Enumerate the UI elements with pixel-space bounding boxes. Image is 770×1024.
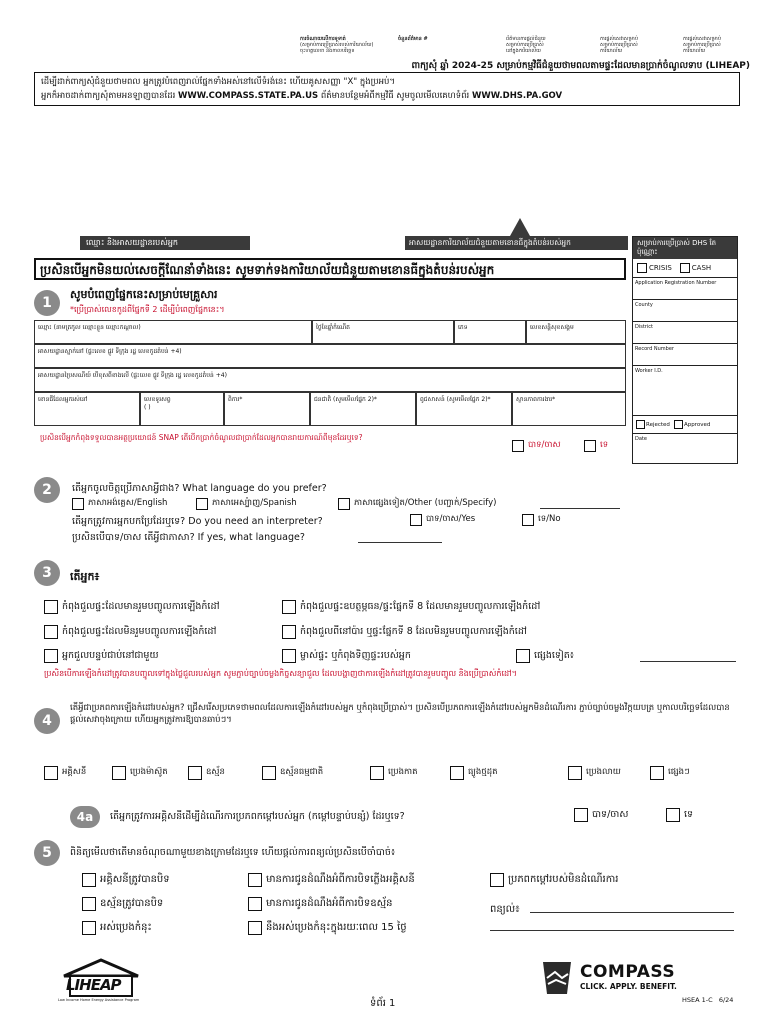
residence-address-field[interactable]: អាសយដ្ឋានស្នាក់នៅ (ផ្ទះលេខ ផ្លូវ ទីក្រុង រដ្ឋ លេខកូដតំបន់ +4) — [34, 344, 626, 368]
emergency-gas-off-label: ឧស្ម័នត្រូវបានបិទ — [100, 898, 164, 909]
housing-4-label: កំពុងជួលពីនៅប៉ារ ឬផ្ទះផ្នែកទី 8 ដែលមិនរួមបញ្ចូលការឡើងកំដៅ — [300, 626, 527, 637]
compass-tagline: CLICK. APPLY. BENEFIT. — [580, 982, 677, 991]
housing-option-5[interactable] — [44, 649, 158, 663]
program-title: ពាក្យសុំ ឆ្នាំ 2024-25 សម្រាប់កម្មវិធីជំនួយថាមពលតាមផ្ទះដែលមានប្រាក់ចំណូលទាប (LIHEAP) — [411, 61, 750, 71]
county-office-tab: អាសយដ្ឋានការិយាល័យជំនួយតាមខោនធីក្នុងតំបន់របស់អ្នក — [405, 236, 628, 250]
header-ex-2: សម្រាប់ការប្រើប្រាស់ — [683, 42, 721, 48]
fuel-coal-checkbox[interactable] — [450, 766, 464, 780]
fuel-natural-gas-checkbox[interactable] — [262, 766, 276, 780]
fuel-blended-checkbox[interactable] — [568, 766, 582, 780]
lang-spanish-label: ភាសាអេស្ប៉ាញ/Spanish — [212, 498, 297, 508]
header-block-extra — [683, 36, 758, 54]
fuel-oil-option[interactable] — [112, 766, 168, 780]
section-1-title: សូមបំពេញផ្នែកនេះសម្រាប់មេគ្រួសារ — [70, 288, 218, 301]
interpreter-yes-label: បាទ/ចាស/Yes — [426, 514, 476, 524]
page-number: ទំព័រ 1 — [370, 998, 396, 1009]
interpreter-question-km: តើអ្នកត្រូវការអ្នកបកប្រែដែរឬទេ? — [72, 516, 186, 527]
emergency-electric-notice-checkbox[interactable] — [248, 873, 262, 887]
cash-label: CASH — [691, 264, 712, 272]
explain-label: ពន្យល់៖ — [490, 904, 520, 915]
emergency-electric-notice-option[interactable] — [248, 872, 415, 887]
notice-banner: ប្រសិនបើអ្នកមិនយល់សេចក្តីណែនាំទាំងនេះ សូមទាក់ទងការិយាល័យជំនួយតាមខោនធីក្នុងតំបន់របស់អ្នក — [34, 258, 626, 280]
section-1-subtitle: *ប្រើប្រាស់លេខកូដពីផ្នែកទី 2 ដើម្បីបំពេញផ្នែកនេះ។ — [70, 305, 225, 314]
keystone-svg — [540, 960, 574, 996]
snap-no-option[interactable] — [584, 440, 608, 452]
emergency-gas-notice-option[interactable] — [248, 896, 392, 911]
lang-english-label: ភាសាអង់គ្លេស/English — [88, 498, 168, 508]
fuel-other-option[interactable] — [650, 766, 690, 780]
language-question — [72, 482, 327, 496]
emergency-out-of-fuel-option[interactable] — [82, 920, 152, 935]
dhs-url-link[interactable]: WWW.DHS.PA.GOV — [471, 91, 563, 101]
approved-checkbox[interactable] — [674, 420, 683, 429]
office-field-district[interactable]: District — [633, 321, 737, 343]
crisis-checkbox[interactable] — [637, 263, 647, 273]
housing-option-1[interactable] — [44, 600, 219, 614]
instruction-box — [34, 72, 740, 106]
emergency-out-of-fuel-checkbox[interactable] — [82, 921, 96, 935]
lang-english-checkbox[interactable] — [72, 498, 84, 510]
instruction-line-2a: អ្នកក៏អាចដាក់ពាក្យសុំតាមអនឡាញបានដែរ — [41, 91, 176, 101]
compass-url-link[interactable]: WWW.COMPASS.STATE.PA.US — [178, 91, 319, 101]
race-field[interactable]: ពូជសាសន៍ (សូមមើលផ្នែក 2)* — [416, 392, 512, 426]
electric-needed-question: តើអ្នកត្រូវការអគ្គិសនីដើម្បីដំណើរការប្រភពកម្តៅរបស់អ្នក (កម្តៅបន្ទាប់បន្សំ) ដែរឬទេ? — [110, 811, 405, 822]
form-id: HSEA 1-C 6/24 — [682, 996, 734, 1004]
housing-note: ប្រសិនបើការឡើងកំដៅត្រូវបានបញ្ចូលទៅក្នុងថ្លៃជួលរបស់អ្នក សូមភ្ជាប់ច្បាប់ចម្លងកិច្ចសន្យាជួល ដែលបង្ហាញថាការឡើងកំដៅត្រូវបានរួមបញ្ចូល និងប្រើប្រាស់កំដៅ។ — [44, 669, 517, 678]
lang-english-option[interactable] — [72, 498, 167, 510]
housing-2-checkbox[interactable] — [282, 600, 296, 614]
crisis-label: CRISIS — [649, 264, 672, 272]
fuel-electric-label: អគ្គិសនី — [62, 767, 87, 777]
lang-other-label: ភាសាផ្សេងទៀត/Other (បញ្ជាក់/Specify) — [354, 498, 497, 508]
office-field-registration[interactable]: Application Registration Number — [633, 277, 737, 299]
emergency-heater-broken-option[interactable] — [490, 872, 618, 887]
language-question-en: What language do you prefer? — [182, 483, 327, 494]
electric-needed-yes-label: បាទ/ចាស — [592, 809, 629, 820]
lang-spanish-checkbox[interactable] — [196, 498, 208, 510]
fuel-blended-option[interactable] — [568, 766, 621, 780]
cash-checkbox[interactable] — [680, 263, 690, 273]
housing-option-6[interactable] — [282, 649, 411, 663]
section-3-number: 3 — [34, 560, 60, 586]
interpreter-question-en: Do you need an interpreter? — [188, 516, 323, 527]
electric-needed-yes-checkbox[interactable] — [574, 808, 588, 822]
phone-label: លេខទូរសព្ទ — [144, 396, 171, 403]
liheap-logo — [56, 958, 146, 1008]
snap-yes-checkbox[interactable] — [512, 440, 524, 452]
fuel-oil-checkbox[interactable] — [112, 766, 126, 780]
lang-other-option[interactable] — [338, 498, 496, 510]
lang-spanish-option[interactable] — [196, 498, 297, 510]
housing-option-2[interactable] — [282, 600, 540, 614]
which-language-line[interactable] — [358, 542, 442, 543]
snap-yes-option[interactable] — [512, 440, 561, 452]
liheap-wordmark: LIHEAP — [66, 976, 121, 994]
housing-other-line[interactable] — [640, 661, 736, 662]
housing-5-label: អ្នកជួលបន្ទប់ជាប់នៅជាមួយ — [62, 650, 159, 661]
emergency-question: ពិនិត្យមើលថាតើមានចំណុចណាមួយខាងក្រោមដែរឬទេ ហើយផ្តល់ការពន្យល់ប្រសិនបើចាំបាច់៖ — [70, 847, 396, 858]
header-fr-1: ការផ្តល់សេវាសម្រាប់ — [600, 36, 638, 42]
compass-wordmark: COMPASS — [580, 962, 676, 982]
fuel-other-label: ផ្សេងៗ — [668, 767, 690, 777]
housing-option-other[interactable] — [516, 649, 574, 663]
office-decision-row — [633, 415, 737, 433]
fuel-kerosene-option[interactable] — [370, 766, 418, 780]
phone-paren: ( ) — [144, 404, 151, 411]
header-ex-1: ការផ្តល់សេវាសម្រាប់ — [683, 36, 721, 42]
office-field-county[interactable]: County — [633, 299, 737, 321]
header-right-1: ព័ត៌មានការផ្តល់ជំនួយ — [506, 36, 546, 42]
keystone-icon — [540, 960, 574, 996]
housing-other-label: ផ្សេងទៀត៖ — [534, 650, 574, 661]
interpreter-question — [72, 515, 323, 529]
section-4a-number: 4a — [70, 806, 100, 828]
fuel-coal-option[interactable] — [450, 766, 498, 780]
housing-6-label: ម្ចាស់ផ្ទះ ឬកំពុងទិញផ្ទះរបស់អ្នក — [300, 650, 411, 661]
emergency-electric-off-option[interactable] — [82, 872, 170, 887]
disability-field[interactable]: ពិការ* — [224, 392, 310, 426]
explain-line-1[interactable] — [530, 912, 734, 913]
fuel-electric-checkbox[interactable] — [44, 766, 58, 780]
snap-question: ប្រសិនបើអ្នកកំពុងទទួលបានអត្ថប្រយោជន៍ SNAP តើបើកប្រាក់ចំណូលជាប្រាក់ដែលអ្នកបានរាយការណ៍ពីមុនដែរឬទេ? — [40, 433, 363, 442]
arrow-up-icon — [510, 218, 530, 236]
header-left-1: ការចំណាយលើការទូទាត់ — [300, 36, 346, 42]
rejected-label: Rejected — [646, 421, 670, 428]
header-left-3: ចុះហត្ថលេខា និងកាលបរិច្ឆេទ — [300, 48, 355, 54]
header-block-left — [300, 36, 390, 54]
fuel-natural-gas-option[interactable] — [262, 766, 323, 780]
interpreter-no-label: ទេ/No — [538, 514, 561, 524]
housing-6-checkbox[interactable] — [282, 649, 296, 663]
lang-other-line[interactable] — [540, 508, 620, 509]
housing-1-checkbox[interactable] — [44, 600, 58, 614]
section-2-number: 2 — [34, 477, 60, 503]
section-1-number: 1 — [34, 290, 60, 316]
mailing-address-field[interactable]: អាសយដ្ឋានប្រៃសណីយ៍ បើខុសពីខាងលើ (ផ្ទះលេខ ផ្លូវ ទីក្រុង រដ្ឋ លេខកូដតំបន់ +4) — [34, 368, 626, 392]
housing-option-3[interactable] — [44, 625, 216, 639]
fuel-other-checkbox[interactable] — [650, 766, 664, 780]
emergency-fuel-15-days-label: នឹងអស់ប្រេងកំនុះក្នុងរយៈពេល 15 ថ្ងៃ — [266, 922, 407, 933]
fuel-kerosene-label: ប្រេងកាត — [388, 767, 418, 777]
housing-3-checkbox[interactable] — [44, 625, 58, 639]
housing-4-checkbox[interactable] — [282, 625, 296, 639]
instruction-line-2b: ព័ត៌មានបន្ថែមអំពីកម្មវិធី សូមចូលមើលគេហទំព័រ — [320, 91, 470, 101]
employment-field[interactable]: ស្ថានភាពការងារ* — [512, 392, 626, 426]
office-field-record[interactable]: Record Number — [633, 343, 737, 365]
electric-needed-no-option[interactable] — [666, 808, 693, 822]
electric-needed-no-checkbox[interactable] — [666, 808, 680, 822]
snap-no-label: ទេ — [600, 440, 609, 450]
emergency-electric-off-label: អគ្គិសនីត្រូវបានបិទ — [100, 874, 170, 885]
which-language-question — [72, 531, 305, 545]
fuel-kerosene-checkbox[interactable] — [370, 766, 384, 780]
office-field-worker[interactable]: Worker I.D. — [633, 365, 737, 415]
header-block-right — [506, 36, 601, 54]
section-4-number: 4 — [34, 708, 60, 734]
header-block-mid: ចំនួនព័ត៌មាន # — [398, 36, 428, 42]
housing-3-label: កំពុងជួលផ្ទះដែលមិនរួមបញ្ចូលការឡើងកំដៅ — [62, 626, 217, 637]
emergency-heater-broken-label: ប្រភពកម្តៅរបស់មិនដំណើរការ — [508, 874, 619, 885]
housing-other-checkbox[interactable] — [516, 649, 530, 663]
office-type-row — [633, 259, 737, 277]
emergency-gas-notice-label: មានការជូនដំណឹងអំពីការបិទឧស្ម័ន — [266, 898, 393, 909]
birthdate-field[interactable]: ថ្ងៃខែឆ្នាំកំណើត — [312, 320, 454, 344]
ethnicity-field[interactable]: ជនជាតិ (សូមមើលផ្នែក 2)* — [310, 392, 416, 426]
fuel-gas-option[interactable] — [188, 766, 225, 780]
housing-5-checkbox[interactable] — [44, 649, 58, 663]
fuel-electric-option[interactable] — [44, 766, 86, 780]
rejected-checkbox[interactable] — [636, 420, 645, 429]
fuel-blended-label: ប្រេងលាយ — [586, 767, 621, 777]
section-5-number: 5 — [34, 840, 60, 866]
county-field[interactable]: ខោនធីដែលអ្នករស់នៅ — [34, 392, 140, 426]
header-right-2: សម្រាប់ការប្រើប្រាស់ — [506, 42, 544, 48]
section-3-title: តើអ្នក៖ — [70, 570, 100, 583]
instruction-line-1: ដើម្បីដាក់ពាក្យសុំជំនួយថាមពល អ្នកត្រូវបំពេញរាល់ផ្នែកទាំងអស់នៅលើទំរង់នេះ ហើយគូសសញ្ញា "X" ក្នុងប្រអប់។ — [41, 77, 395, 87]
office-use-box — [632, 236, 738, 464]
emergency-fuel-15-days-checkbox[interactable] — [248, 921, 262, 935]
heat-source-question: តើអ្វីជាប្រភពការឡើងកំដៅរបស់អ្នក? ជ្រើសរើសប្រភេទថាមពលដែលការឡើងកំដៅរបស់អ្នក ឬកំពុងប្រើប្រាស់។ ប្រសិនបើប្រភពការឡើងកំដៅរបស់អ្នកមិនដំណើរការ ភ្ជាប់ច្បាប់ចម្លងវិក្កយបត្រ ឬកាលបរិច្ឆេទដែលបានផ្តល់សេវាចុងក្រោយ ហើយអ្នកត្រូវការឱ្យបានឆាប់ៗ។ — [70, 703, 730, 725]
liheap-subtitle: Low Income Home Energy Assistance Program — [58, 998, 140, 1002]
interpreter-yes-option[interactable] — [410, 514, 475, 526]
housing-2-label: កំពុងជួលផ្ទះឧបត្ថម្ភធន/ផ្ទះផ្នែកទី 8 ដែលមានរួមបញ្ចូលការឡើងកំដៅ — [300, 601, 541, 612]
which-language-en: If yes, what language? — [197, 532, 305, 543]
electric-needed-no-label: ទេ — [684, 809, 694, 820]
emergency-gas-off-option[interactable] — [82, 896, 163, 911]
interpreter-yes-checkbox[interactable] — [410, 514, 422, 526]
phone-field[interactable] — [140, 392, 224, 426]
header-fr-3: ការិយាល័យ — [600, 48, 623, 54]
header-block-far-right — [600, 36, 675, 54]
emergency-gas-off-checkbox[interactable] — [82, 897, 96, 911]
which-language-km: ប្រសិនបើបាទ/ចាស តើអ្វីជាភាសា? — [72, 532, 195, 543]
emergency-electric-off-checkbox[interactable] — [82, 873, 96, 887]
fuel-oil-label: ប្រេងម៉ាស៊ូត — [130, 767, 168, 777]
language-question-km: តើអ្នកចូលចិត្តប្រើភាសាអ្វីជាង? — [72, 483, 180, 494]
header-ex-3: ការិយាល័យ — [683, 48, 706, 54]
interpreter-no-option[interactable] — [522, 514, 561, 526]
fuel-coal-label: ធ្យូងថ្មដុត — [468, 767, 498, 777]
emergency-heater-broken-checkbox[interactable] — [490, 873, 504, 887]
snap-no-checkbox[interactable] — [584, 440, 596, 452]
approved-label: Approved — [683, 421, 711, 428]
ssn-field[interactable]: លេខសន្តិសុខសង្គម — [526, 320, 626, 344]
header-fr-2: សម្រាប់ការប្រើប្រាស់ — [600, 42, 638, 48]
explain-line-2[interactable] — [490, 930, 734, 931]
name-field[interactable]: ឈ្មោះ (នាមត្រកូល ឈ្មោះខ្លួន ឈ្មោះកណ្តាល) — [34, 320, 312, 344]
fuel-gas-label: ឧស្ម័ន — [206, 767, 225, 777]
snap-yes-label: បាទ/ចាស — [528, 440, 561, 450]
housing-option-4[interactable] — [282, 625, 527, 639]
sex-field[interactable]: ភេទ — [454, 320, 526, 344]
emergency-fuel-15-days-option[interactable] — [248, 920, 407, 935]
emergency-gas-notice-checkbox[interactable] — [248, 897, 262, 911]
fuel-natural-gas-label: ឧស្ម័នធម្មជាតិ — [280, 767, 324, 777]
emergency-out-of-fuel-label: អស់ប្រេងកំនុះ — [100, 922, 152, 933]
instruction-line-2 — [41, 89, 733, 103]
header-right-3: នៅក្នុងការិយាល័យ — [506, 48, 541, 54]
your-address-tab: ឈ្មោះ និងអាសយដ្ឋានរបស់អ្នក — [80, 236, 250, 250]
housing-1-label: កំពុងជួលផ្ទះដែលមានរួមបញ្ចូលការឡើងកំដៅ — [62, 601, 220, 612]
lang-other-checkbox[interactable] — [338, 498, 350, 510]
office-use-title: សម្រាប់ការប្រើប្រាស់ DHS តែប៉ុណ្ណោះ — [633, 237, 737, 259]
fuel-gas-checkbox[interactable] — [188, 766, 202, 780]
header-left-2: (សម្រាប់ការប្រើប្រាស់របស់ការិយាល័យ) — [300, 42, 374, 48]
emergency-electric-notice-label: មានការជូនដំណឹងអំពីការបិទភ្លើងអគ្គិសនី — [266, 874, 415, 885]
office-field-date[interactable]: Date — [633, 433, 737, 451]
interpreter-no-checkbox[interactable] — [522, 514, 534, 526]
electric-needed-yes-option[interactable] — [574, 808, 628, 822]
